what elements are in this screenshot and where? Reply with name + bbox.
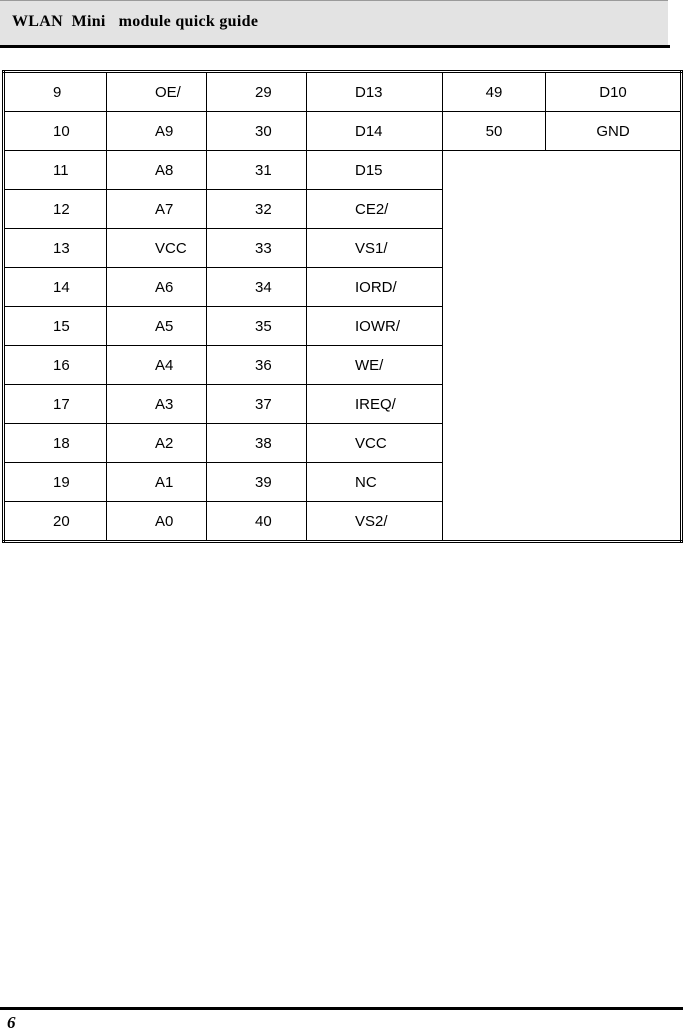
pin-number: 32	[207, 190, 307, 229]
pin-number: 34	[207, 268, 307, 307]
pin-signal: IREQ/	[307, 385, 443, 424]
pin-signal: GND	[546, 112, 682, 151]
pin-number: 49	[443, 72, 546, 112]
pin-signal: D14	[307, 112, 443, 151]
pin-signal: A0	[107, 502, 207, 542]
pin-table	[2, 70, 683, 543]
pin-signal: A1	[107, 463, 207, 502]
pin-number: 29	[207, 72, 307, 112]
pin-signal: CE2/	[307, 190, 443, 229]
pin-signal: VCC	[307, 424, 443, 463]
pin-number: 13	[4, 229, 107, 268]
pin-number: 10	[4, 112, 107, 151]
pin-signal: A5	[107, 307, 207, 346]
pin-number: 11	[4, 151, 107, 190]
pin-signal: A8	[107, 151, 207, 190]
pin-signal: D15	[307, 151, 443, 190]
pin-number: 12	[4, 190, 107, 229]
pin-number: 37	[207, 385, 307, 424]
pin-signal: D13	[307, 72, 443, 112]
pin-signal: VS2/	[307, 502, 443, 542]
page-header	[0, 0, 668, 45]
pin-signal: VCC	[107, 229, 207, 268]
page-number: 6	[7, 1013, 16, 1032]
pin-number: 20	[4, 502, 107, 542]
pin-number: 35	[207, 307, 307, 346]
pin-number: 15	[4, 307, 107, 346]
pin-signal: A7	[107, 190, 207, 229]
pin-number: 16	[4, 346, 107, 385]
pin-signal: A6	[107, 268, 207, 307]
pin-number: 30	[207, 112, 307, 151]
table-row	[4, 151, 682, 190]
pin-number: 31	[207, 151, 307, 190]
pin-signal: IORD/	[307, 268, 443, 307]
pin-number: 19	[4, 463, 107, 502]
pin-signal: NC	[307, 463, 443, 502]
pin-number: 33	[207, 229, 307, 268]
pin-signal: A2	[107, 424, 207, 463]
pin-signal: A3	[107, 385, 207, 424]
pin-number: 50	[443, 112, 546, 151]
pin-signal: IOWR/	[307, 307, 443, 346]
pin-number: 9	[4, 72, 107, 112]
pin-number: 18	[4, 424, 107, 463]
header-title: WLAN Mini module quick guide	[12, 13, 259, 30]
empty-cell	[443, 151, 682, 542]
pin-number: 38	[207, 424, 307, 463]
pin-signal: A9	[107, 112, 207, 151]
footer-rule	[0, 1007, 683, 1010]
pin-number: 39	[207, 463, 307, 502]
pin-signal: VS1/	[307, 229, 443, 268]
pin-signal: D10	[546, 72, 682, 112]
pin-signal: OE/	[107, 72, 207, 112]
pin-signal: WE/	[307, 346, 443, 385]
table-row	[4, 112, 682, 151]
pin-signal: A4	[107, 346, 207, 385]
pin-number: 40	[207, 502, 307, 542]
pin-number: 14	[4, 268, 107, 307]
header-rule	[0, 45, 670, 48]
pin-number: 36	[207, 346, 307, 385]
pin-number: 17	[4, 385, 107, 424]
table-row	[4, 72, 682, 112]
